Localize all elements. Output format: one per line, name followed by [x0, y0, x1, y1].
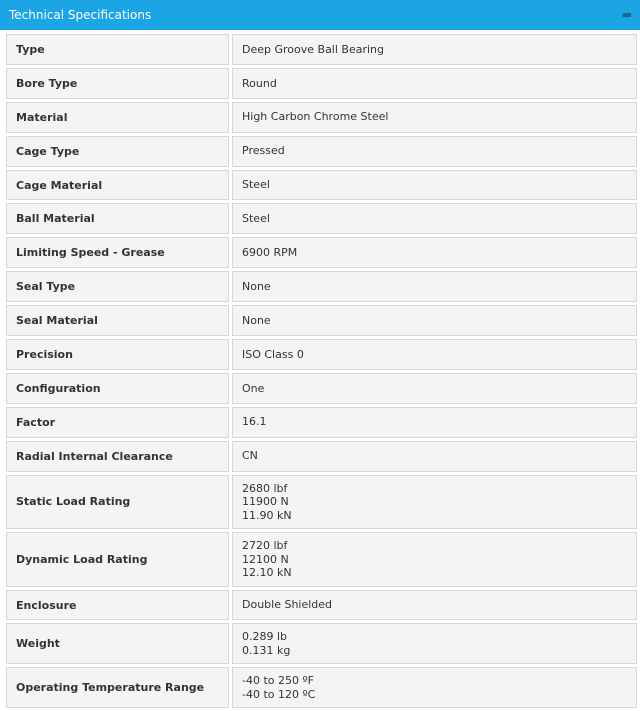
spec-value — [232, 532, 637, 587]
spec-label: Cage Type — [6, 136, 229, 167]
spec-value-line: 6900 RPM — [242, 246, 298, 260]
spec-value — [232, 68, 637, 99]
spec-label: Ball Material — [6, 203, 229, 234]
spec-row — [6, 339, 637, 370]
spec-value — [232, 170, 637, 201]
spec-row — [6, 237, 637, 268]
spec-value-line: 2680 lbf — [242, 481, 288, 495]
panel-title: Technical Specifications — [9, 8, 152, 22]
spec-label: Material — [6, 102, 229, 133]
spec-label: Dynamic Load Rating — [6, 532, 229, 587]
spec-value — [232, 475, 637, 530]
minus-icon: ▬ — [621, 8, 633, 21]
spec-label: Cage Material — [6, 170, 229, 201]
spec-value-line: 2720 lbf — [242, 539, 288, 553]
spec-label: Configuration — [6, 373, 229, 404]
spec-row — [6, 102, 637, 133]
spec-value-line: One — [242, 381, 265, 395]
spec-value — [232, 305, 637, 336]
spec-value-line: 12100 N — [242, 552, 289, 566]
spec-table — [3, 31, 640, 711]
spec-value-line: CN — [242, 449, 258, 463]
panel-header[interactable] — [0, 0, 640, 30]
spec-value — [232, 667, 637, 708]
spec-label: Radial Internal Clearance — [6, 441, 229, 472]
spec-value — [232, 590, 637, 621]
spec-label: Static Load Rating — [6, 475, 229, 530]
spec-value-line: 11900 N — [242, 495, 289, 509]
spec-row — [6, 373, 637, 404]
spec-value-line: High Carbon Chrome Steel — [242, 110, 389, 124]
spec-value-line: ISO Class 0 — [242, 347, 304, 361]
spec-row — [6, 170, 637, 201]
spec-row — [6, 271, 637, 302]
spec-label: Seal Type — [6, 271, 229, 302]
spec-label: Seal Material — [6, 305, 229, 336]
spec-table-container — [3, 31, 640, 711]
spec-row — [6, 203, 637, 234]
spec-value-line: Steel — [242, 178, 270, 192]
spec-row — [6, 68, 637, 99]
spec-row — [6, 532, 637, 587]
spec-value-line: -40 to 250 ºF — [242, 674, 315, 688]
spec-label: Weight — [6, 623, 229, 664]
spec-value-line: Deep Groove Ball Bearing — [242, 42, 385, 56]
spec-value — [232, 373, 637, 404]
spec-value — [232, 339, 637, 370]
spec-value-line: 12.10 kN — [242, 566, 292, 580]
spec-row — [6, 305, 637, 336]
spec-value-line: -40 to 120 ºC — [242, 687, 316, 701]
spec-label: Bore Type — [6, 68, 229, 99]
spec-value-line: 16.1 — [242, 415, 267, 429]
spec-label: Type — [6, 34, 229, 65]
spec-row — [6, 407, 637, 438]
spec-row — [6, 590, 637, 621]
spec-value-line: None — [242, 313, 271, 327]
spec-value-line: Double Shielded — [242, 598, 333, 612]
spec-value — [232, 271, 637, 302]
spec-value-line: 11.90 kN — [242, 508, 292, 522]
spec-value-line: None — [242, 279, 271, 293]
spec-value-line: Round — [242, 76, 277, 90]
spec-value-line: 0.289 lb — [242, 630, 288, 644]
spec-row — [6, 34, 637, 65]
spec-value — [232, 34, 637, 65]
spec-row — [6, 475, 637, 530]
spec-value — [232, 102, 637, 133]
collapse-toggle-button[interactable] — [614, 0, 640, 30]
spec-value — [232, 623, 637, 664]
spec-row — [6, 623, 637, 664]
spec-label: Enclosure — [6, 590, 229, 621]
spec-value — [232, 136, 637, 167]
spec-label: Limiting Speed - Grease — [6, 237, 229, 268]
spec-value-line: Pressed — [242, 144, 285, 158]
spec-value — [232, 237, 637, 268]
spec-row — [6, 667, 637, 708]
spec-value-line: Steel — [242, 212, 270, 226]
spec-value — [232, 203, 637, 234]
spec-value — [232, 441, 637, 472]
spec-label: Factor — [6, 407, 229, 438]
spec-value — [232, 407, 637, 438]
spec-label: Operating Temperature Range — [6, 667, 229, 708]
spec-label: Precision — [6, 339, 229, 370]
spec-row — [6, 441, 637, 472]
spec-value-line: 0.131 kg — [242, 643, 291, 657]
spec-row — [6, 136, 637, 167]
